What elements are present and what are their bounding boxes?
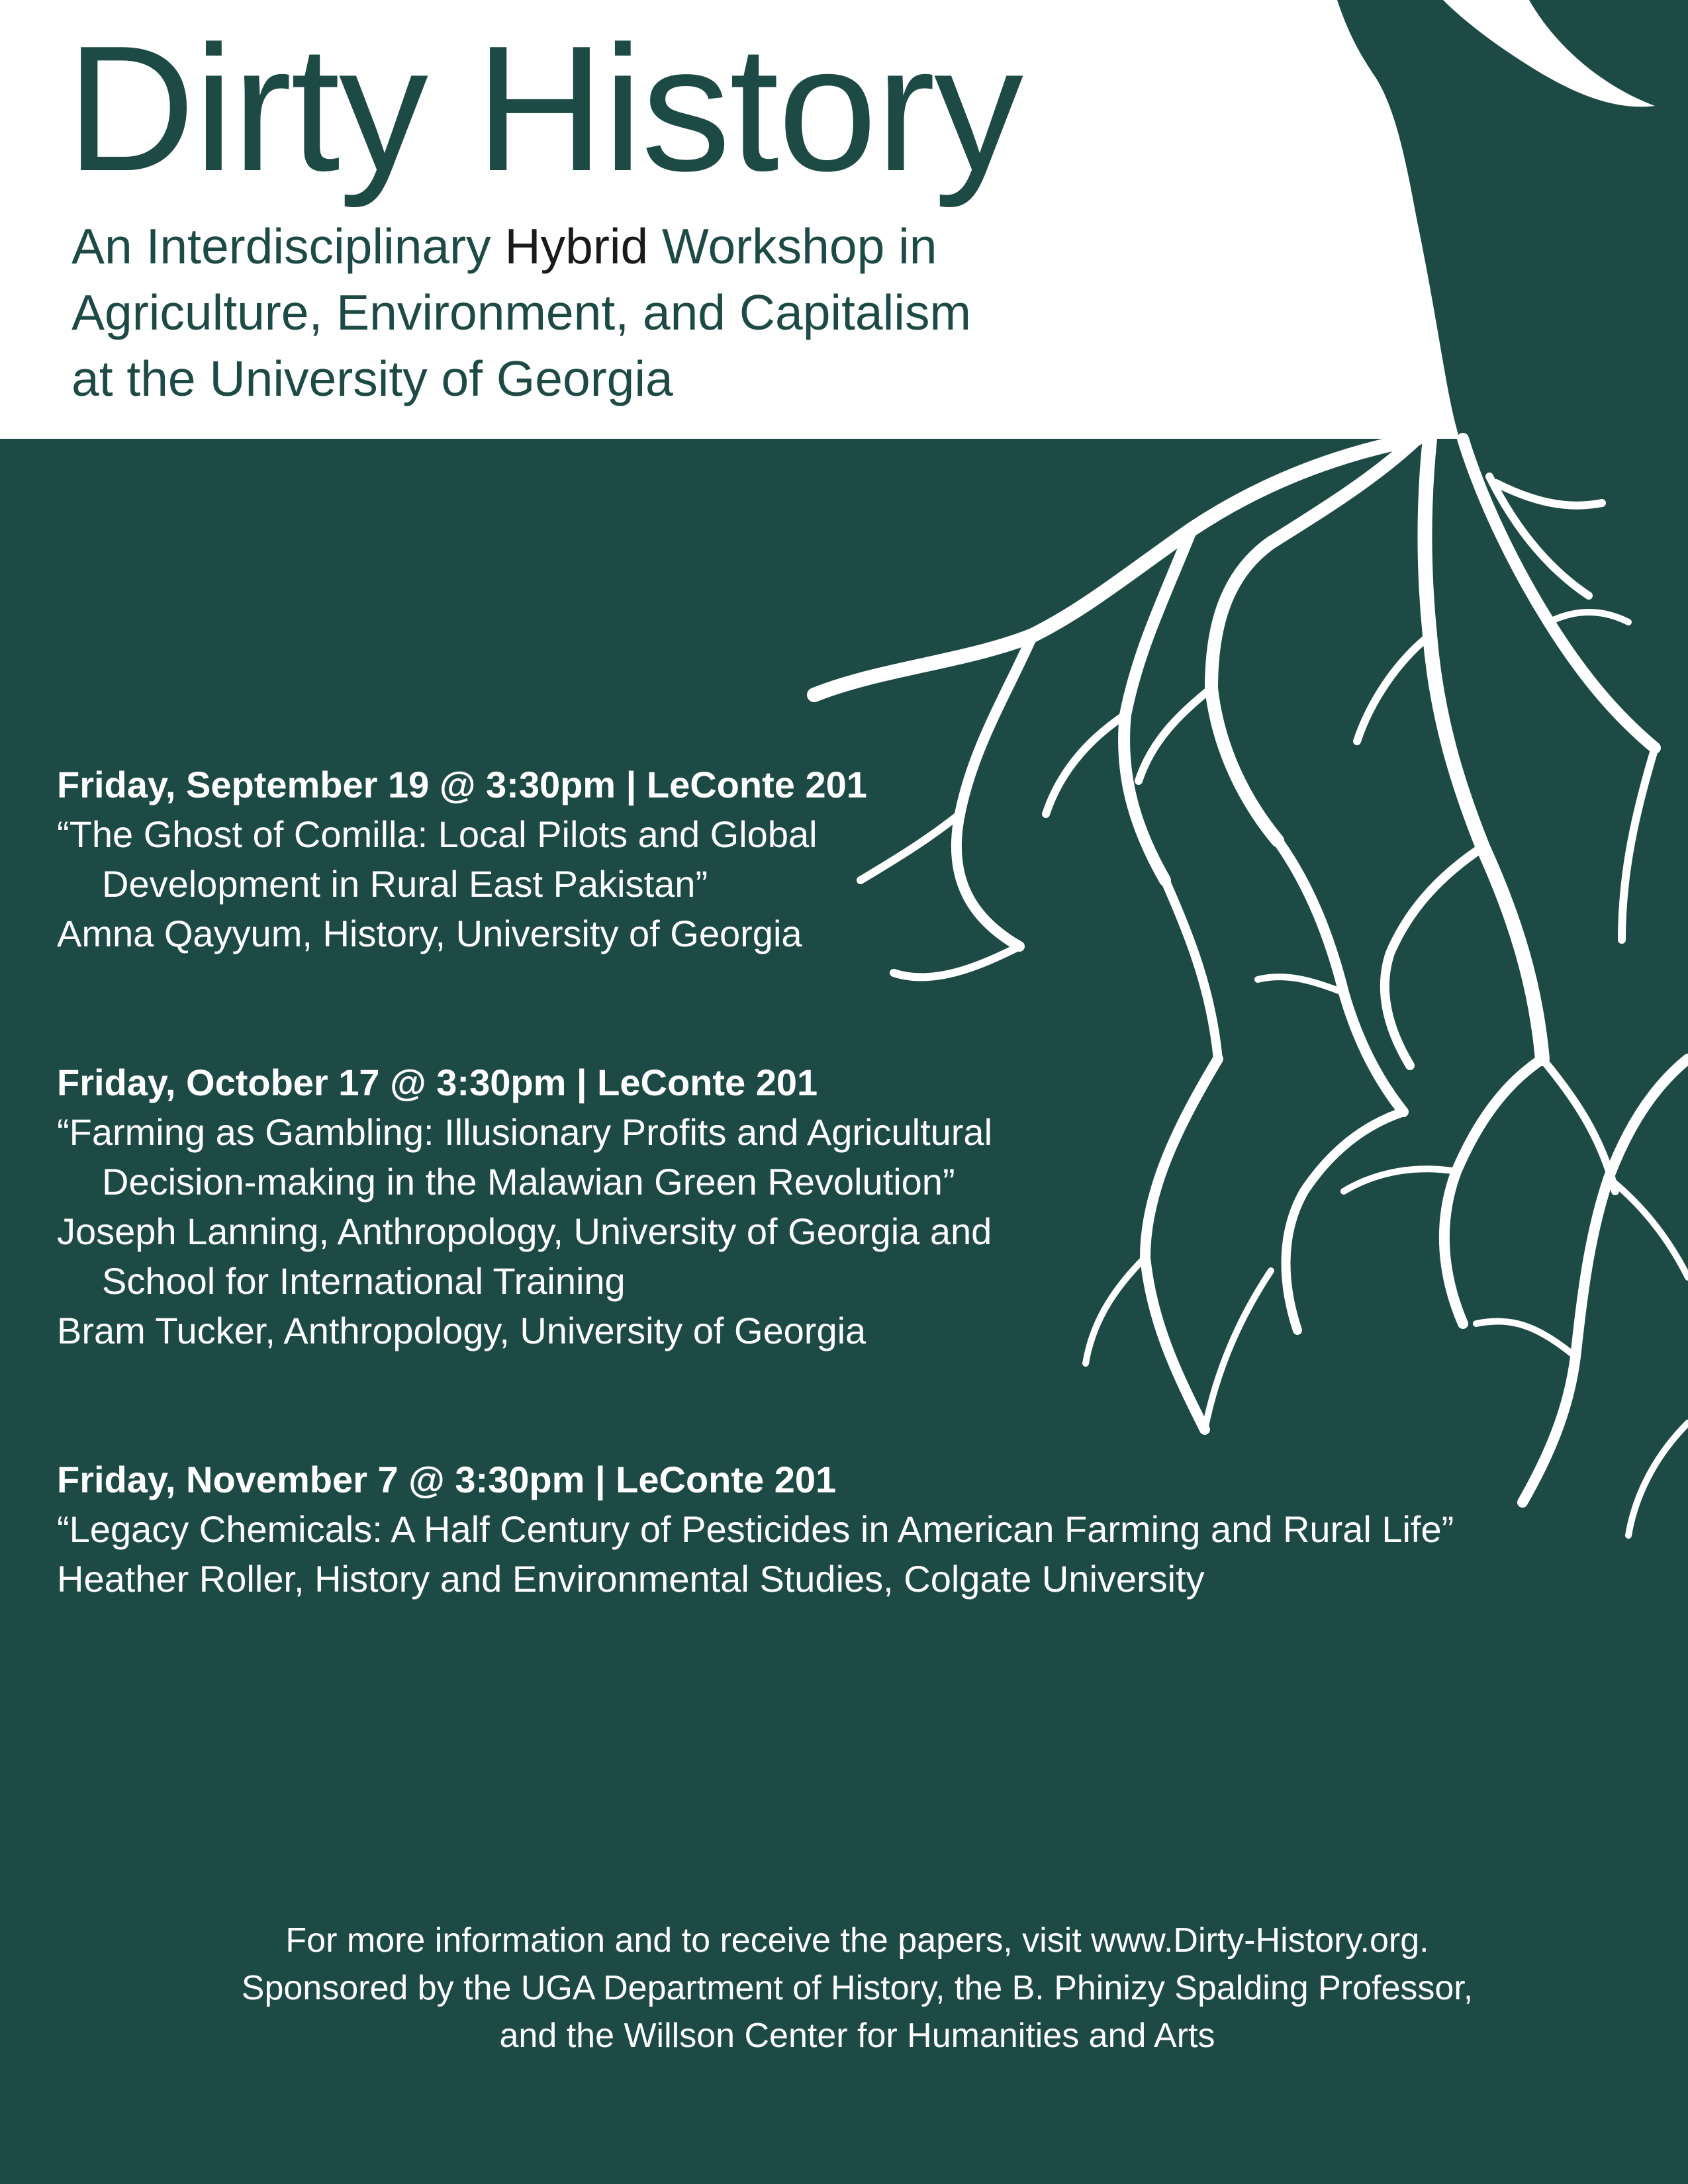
- tree-trunk: [1337, 0, 1688, 439]
- event-title: “Legacy Chemicals: A Half Century of Pesticides in American Farming and Rural Life”: [57, 1508, 1454, 1550]
- roots-group: [814, 439, 1688, 1535]
- event-heading: Friday, September 19 @ 3:30pm | LeConte 201: [57, 764, 867, 805]
- footer-line-sponsors: Sponsored by the UGA Department of History, the B. Phinizy Spalding Professor,: [241, 1969, 1474, 2007]
- event-heading: Friday, October 17 @ 3:30pm | LeConte 201: [57, 1062, 818, 1103]
- poster-title: Dirty History: [66, 9, 1022, 208]
- subtitle-line-1: An Interdisciplinary Hybrid Workshop in: [71, 218, 937, 274]
- subtitle-highlight: Hybrid: [504, 218, 649, 274]
- footer-info: [0, 1917, 1688, 2060]
- footer-line-website: For more information and to receive the papers, visit www.Dirty-History.org.: [285, 1921, 1429, 1960]
- event-2: [57, 1058, 992, 1355]
- event-3: [57, 1455, 1454, 1604]
- subtitle-line-2: Agriculture, Environment, and Capitalism: [71, 285, 971, 340]
- subtitle-line-3: at the University of Georgia: [71, 351, 673, 406]
- footer-line-sponsors-continued: and the Willson Center for Humanities and Arts: [499, 2017, 1215, 2055]
- event-1: [57, 760, 867, 958]
- event-speaker-continued: School for International Training: [102, 1260, 626, 1302]
- event-speaker: Joseph Lanning, Anthropology, University of Georgia and: [57, 1210, 992, 1252]
- event-title-continued: Development in Rural East Pakistan”: [102, 863, 708, 905]
- event-title: “Farming as Gambling: Illusionary Profits and Agricultural: [57, 1111, 993, 1153]
- event-speaker: Bram Tucker, Anthropology, University of Georgia: [57, 1310, 867, 1351]
- event-title-continued: Decision-making in the Malawian Green Revolution”: [102, 1161, 955, 1203]
- event-speaker: Heather Roller, History and Environmental Studies, Colgate University: [57, 1558, 1205, 1600]
- event-heading: Friday, November 7 @ 3:30pm | LeConte 201: [57, 1459, 837, 1500]
- poster-subtitle: [71, 213, 971, 412]
- event-speaker: Amna Qayyum, History, University of Georgia: [57, 913, 802, 954]
- event-title: “The Ghost of Comilla: Local Pilots and Global: [57, 813, 818, 855]
